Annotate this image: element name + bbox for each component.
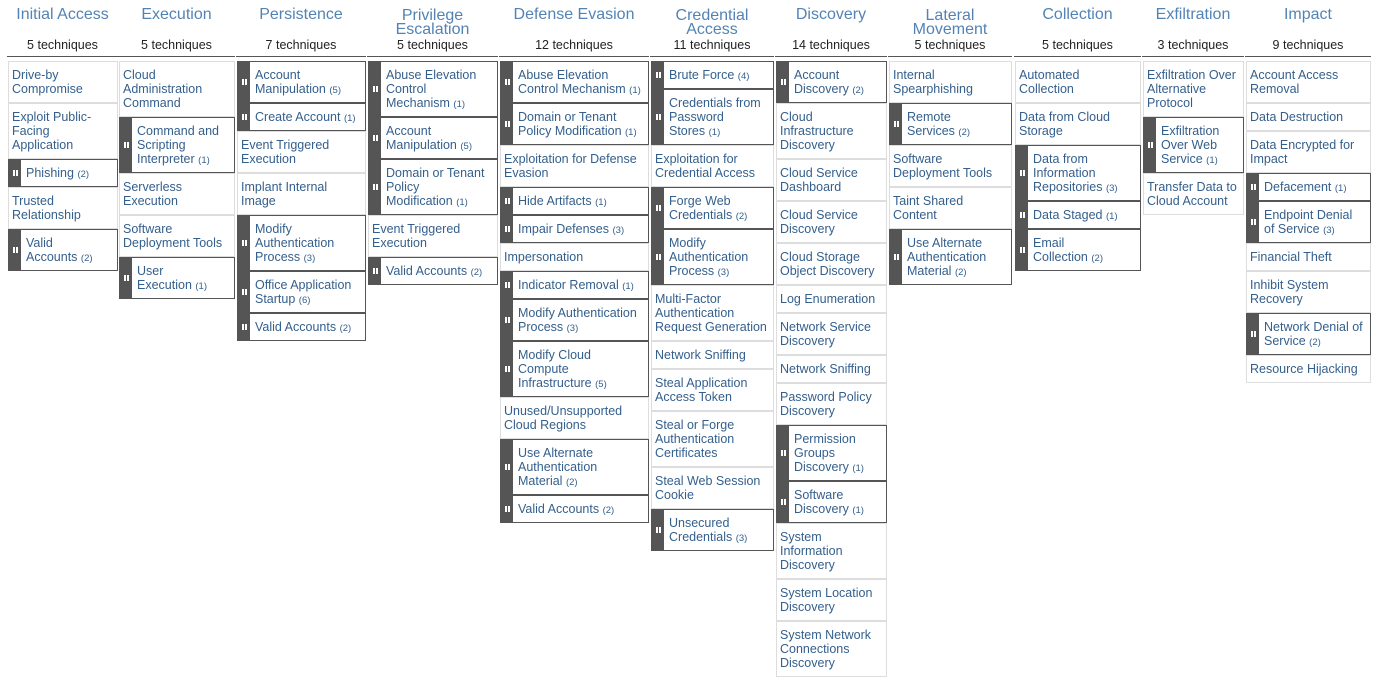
technique-command-and-scripting-interpreter[interactable] <box>119 117 235 173</box>
subtechnique-toggle[interactable] <box>501 216 513 242</box>
technique-label: Cloud Service Dashboard <box>780 166 858 194</box>
subtechnique-toggle[interactable] <box>9 160 21 186</box>
technique-label: Domain or Tenant Policy Modification (1) <box>386 166 485 208</box>
technique-account-manipulation[interactable] <box>368 117 498 159</box>
subtechnique-count: (3) <box>566 323 579 334</box>
subtechnique-toggle[interactable] <box>369 258 381 284</box>
technique-valid-accounts[interactable] <box>8 229 118 271</box>
technique-defacement[interactable] <box>1246 173 1371 201</box>
subtechnique-toggle[interactable] <box>369 160 381 214</box>
tactic-name[interactable]: Credential <box>675 7 749 24</box>
technique-domain-or-tenant-policy-modification[interactable] <box>368 159 498 215</box>
technique-label: Valid Accounts (2) <box>26 236 93 264</box>
technique-label: Unused/Unsupported Cloud Regions <box>504 404 623 432</box>
technique-financial-theft[interactable] <box>1246 243 1371 271</box>
technique-remote-services[interactable] <box>889 103 1012 145</box>
technique-count: 3 techniques <box>1157 38 1229 52</box>
technique-label: Account Manipulation (5) <box>386 124 472 152</box>
technique-network-service-discovery[interactable] <box>776 313 887 355</box>
subtechnique-toggle[interactable] <box>1247 314 1259 354</box>
technique-label: Endpoint Denial of Service (3) <box>1264 208 1353 236</box>
technique-label: Command and Scripting Interpreter (1) <box>137 124 219 166</box>
technique-label: Impersonation <box>504 250 584 264</box>
subtechnique-count: (2) <box>1309 337 1321 348</box>
subtechnique-toggle[interactable] <box>1247 174 1259 200</box>
technique-label: System Information Discovery <box>780 530 843 572</box>
technique-modify-cloud-compute-infrastructure[interactable] <box>500 341 649 397</box>
subtechnique-count: (3) <box>612 225 625 236</box>
subtechnique-count: (1) <box>195 281 208 292</box>
technique-impair-defenses[interactable] <box>500 215 649 243</box>
subtechnique-count: (2) <box>1091 253 1103 264</box>
technique-software-deployment-tools[interactable] <box>889 145 1012 187</box>
tactic-header <box>650 0 774 57</box>
technique-label: Network Sniffing <box>655 348 746 362</box>
technique-system-location-discovery[interactable] <box>776 579 887 621</box>
tactic-header <box>236 0 366 57</box>
subtechnique-count: (5) <box>460 141 472 152</box>
tactic-name[interactable]: Discovery <box>795 6 867 23</box>
technique-network-sniffing[interactable] <box>776 355 887 383</box>
technique-label: Serverless Execution <box>123 180 183 208</box>
subtechnique-count: (2) <box>565 477 578 488</box>
subtechnique-toggle[interactable] <box>652 62 664 88</box>
technique-steal-web-session-cookie[interactable] <box>651 467 774 509</box>
subtechnique-count: (2) <box>470 267 483 278</box>
subtechnique-toggle[interactable] <box>501 62 513 102</box>
subtechnique-toggle[interactable] <box>238 216 250 270</box>
technique-label: Network Sniffing <box>780 362 871 376</box>
technique-count: 9 techniques <box>1272 38 1344 52</box>
technique-label: Hide Artifacts (1) <box>518 194 607 208</box>
technique-resource-hijacking[interactable] <box>1246 355 1371 383</box>
technique-label: Log Enumeration <box>780 292 876 306</box>
technique-use-alternate-authentication-material[interactable] <box>500 439 649 495</box>
technique-count: 12 techniques <box>535 38 613 52</box>
subtechnique-count: (3) <box>303 253 316 264</box>
subtechnique-count: (5) <box>329 85 341 96</box>
technique-taint-shared-content[interactable] <box>889 187 1012 229</box>
subtechnique-count: (2) <box>852 85 864 96</box>
technique-label: Defacement (1) <box>1264 180 1347 194</box>
technique-label: Cloud Storage Object Discovery <box>780 250 875 278</box>
technique-count: 5 techniques <box>397 38 468 52</box>
subtechnique-toggle[interactable] <box>1016 146 1028 200</box>
technique-label: System Location Discovery <box>780 586 873 614</box>
tactic-header <box>1245 0 1371 57</box>
technique-modify-authentication-process[interactable] <box>651 229 774 285</box>
technique-label: Network Denial of Service (2) <box>1264 320 1363 348</box>
subtechnique-count: (5) <box>595 379 607 390</box>
subtechnique-toggle[interactable] <box>501 496 513 522</box>
subtechnique-toggle[interactable] <box>890 104 902 144</box>
technique-label: Multi-Factor Authentication Request Generation <box>655 292 767 334</box>
technique-cloud-storage-object-discovery[interactable] <box>776 243 887 285</box>
technique-label: Trusted Relationship <box>12 194 81 222</box>
technique-account-manipulation[interactable] <box>237 61 366 103</box>
technique-label: Unsecured Credentials (3) <box>669 516 748 544</box>
technique-label: Remote Services (2) <box>907 110 971 138</box>
tactic-header <box>1014 0 1141 57</box>
technique-exploitation-for-defense-evasion[interactable] <box>500 145 649 187</box>
technique-create-account[interactable] <box>237 103 366 131</box>
technique-network-denial-of-service[interactable] <box>1246 313 1371 355</box>
subtechnique-toggle[interactable] <box>890 230 902 284</box>
technique-label: Use Alternate Authentication Material (2) <box>907 236 987 278</box>
technique-label: Data Encrypted for Impact <box>1250 138 1355 166</box>
technique-count: 11 techniques <box>673 38 751 52</box>
technique-label: Event Triggered Execution <box>241 138 330 166</box>
subtechnique-toggle[interactable] <box>501 272 513 298</box>
subtechnique-count: (1) <box>852 505 864 516</box>
tactic-header <box>499 0 649 57</box>
subtechnique-count: (3) <box>735 533 748 544</box>
technique-endpoint-denial-of-service[interactable] <box>1246 201 1371 243</box>
technique-label: Inhibit System Recovery <box>1250 278 1329 306</box>
technique-label: Internal Spearphishing <box>893 68 973 96</box>
tactic-name[interactable]: Exfiltration <box>1155 6 1231 23</box>
subtechnique-toggle[interactable] <box>501 300 513 340</box>
technique-label: Exfiltration Over Alternative Protocol <box>1147 68 1236 110</box>
technique-label: Cloud Infrastructure Discovery <box>780 110 854 152</box>
technique-cloud-administration-command[interactable] <box>119 61 235 117</box>
technique-label: Drive-by Compromise <box>12 68 83 96</box>
technique-use-alternate-authentication-material[interactable] <box>889 229 1012 285</box>
technique-cloud-service-discovery[interactable] <box>776 201 887 243</box>
subtechnique-toggle[interactable] <box>238 104 250 130</box>
tactic-name[interactable]: Impact <box>1283 6 1332 23</box>
subtechnique-toggle[interactable] <box>1144 118 1156 172</box>
technique-exploitation-for-credential-access[interactable] <box>651 145 774 187</box>
technique-data-staged[interactable] <box>1015 201 1141 229</box>
tactic-name[interactable]: Lateral <box>925 7 975 24</box>
technique-data-from-cloud-storage[interactable] <box>1015 103 1141 145</box>
technique-label: Account Manipulation (5) <box>255 68 341 96</box>
tactic-header <box>118 0 235 57</box>
subtechnique-toggle[interactable] <box>501 104 513 144</box>
technique-data-from-information-repositories[interactable] <box>1015 145 1141 201</box>
technique-label: Exploitation for Credential Access <box>655 152 756 180</box>
technique-user-execution[interactable] <box>119 257 235 299</box>
tactic-name[interactable]: Privilege <box>401 7 464 24</box>
technique-label: Account Discovery (2) <box>794 68 864 96</box>
technique-account-access-removal[interactable] <box>1246 61 1371 103</box>
technique-label: Brute Force (4) <box>669 68 750 82</box>
subtechnique-toggle[interactable] <box>369 62 381 116</box>
technique-count: 7 techniques <box>265 38 337 52</box>
technique-label: Phishing (2) <box>26 166 90 180</box>
technique-transfer-data-to-cloud-account[interactable] <box>1143 173 1244 215</box>
subtechnique-count: (2) <box>80 253 93 264</box>
subtechnique-count: (6) <box>298 295 311 306</box>
technique-trusted-relationship[interactable] <box>8 187 118 229</box>
subtechnique-count: (1) <box>1105 211 1118 222</box>
technique-forge-web-credentials[interactable] <box>651 187 774 229</box>
subtechnique-toggle[interactable] <box>9 230 21 270</box>
technique-count: 5 techniques <box>1042 38 1113 52</box>
technique-log-enumeration[interactable] <box>776 285 887 313</box>
tactic-header <box>367 0 498 57</box>
tactic-name[interactable]: Movement <box>912 21 988 38</box>
subtechnique-toggle[interactable] <box>777 482 789 522</box>
technique-phishing[interactable] <box>8 159 118 187</box>
subtechnique-toggle[interactable] <box>501 440 513 494</box>
technique-abuse-elevation-control-mechanism[interactable] <box>368 61 498 117</box>
subtechnique-toggle[interactable] <box>238 62 250 102</box>
subtechnique-count: (1) <box>622 281 634 292</box>
technique-office-application-startup[interactable] <box>237 271 366 313</box>
technique-label: Office Application Startup (6) <box>255 278 352 306</box>
technique-indicator-removal[interactable] <box>500 271 649 299</box>
technique-label: Create Account (1) <box>255 110 356 124</box>
technique-serverless-execution[interactable] <box>119 173 235 215</box>
technique-label: Data Staged (1) <box>1033 208 1118 222</box>
technique-data-encrypted-for-impact[interactable] <box>1246 131 1371 173</box>
tactic-header <box>775 0 887 57</box>
subtechnique-toggle[interactable] <box>1016 230 1028 270</box>
technique-software-deployment-tools[interactable] <box>119 215 235 257</box>
technique-label: Exfiltration Over Web Service (1) <box>1161 124 1220 166</box>
technique-event-triggered-execution[interactable] <box>237 131 366 173</box>
subtechnique-count: (2) <box>602 505 615 516</box>
subtechnique-toggle[interactable] <box>501 188 513 214</box>
technique-cloud-service-dashboard[interactable] <box>776 159 887 201</box>
technique-account-discovery[interactable] <box>776 61 887 103</box>
technique-permission-groups-discovery[interactable] <box>776 425 887 481</box>
subtechnique-count: (3) <box>1105 183 1118 194</box>
technique-count: 5 techniques <box>914 38 986 52</box>
technique-system-information-discovery[interactable] <box>776 523 887 579</box>
technique-count: 14 techniques <box>792 38 870 52</box>
technique-label: Valid Accounts (2) <box>255 320 352 334</box>
technique-impersonation[interactable] <box>500 243 649 271</box>
subtechnique-count: (1) <box>456 197 468 208</box>
technique-hide-artifacts[interactable] <box>500 187 649 215</box>
technique-email-collection[interactable] <box>1015 229 1141 271</box>
technique-label: Email Collection (2) <box>1033 236 1103 264</box>
technique-label: Domain or Tenant Policy Modification (1) <box>518 110 637 138</box>
subtechnique-count: (2) <box>958 127 971 138</box>
technique-modify-authentication-process[interactable] <box>500 299 649 341</box>
technique-label: Implant Internal Image <box>241 180 328 208</box>
technique-modify-authentication-process[interactable] <box>237 215 366 271</box>
technique-label: Software Deployment Tools <box>123 222 223 250</box>
technique-label: Data from Cloud Storage <box>1019 110 1111 138</box>
subtechnique-toggle[interactable] <box>777 62 789 102</box>
subtechnique-toggle[interactable] <box>777 426 789 480</box>
technique-implant-internal-image[interactable] <box>237 173 366 215</box>
technique-label: Permission Groups Discovery (1) <box>794 432 864 474</box>
technique-exfiltration-over-alternative-protocol[interactable] <box>1143 61 1244 117</box>
technique-label: Valid Accounts (2) <box>386 264 483 278</box>
tactic-header <box>7 0 118 57</box>
technique-label: Modify Authentication Process (3) <box>669 236 749 278</box>
technique-label: Resource Hijacking <box>1250 362 1358 376</box>
subtechnique-count: (1) <box>453 99 466 110</box>
tactic-header <box>888 0 1012 57</box>
technique-label: Use Alternate Authentication Material (2) <box>518 446 598 488</box>
technique-label: Valid Accounts (2) <box>518 502 615 516</box>
technique-label: Impair Defenses (3) <box>518 222 625 236</box>
subtechnique-count: (1) <box>198 155 210 166</box>
subtechnique-count: (3) <box>1323 225 1335 236</box>
technique-label: Account Access Removal <box>1250 68 1339 96</box>
subtechnique-count: (2) <box>954 267 967 278</box>
technique-label: User Execution (1) <box>137 264 208 292</box>
technique-label: Exploit Public- Facing Application <box>12 110 92 152</box>
technique-label: Password Policy Discovery <box>780 390 872 418</box>
technique-label: Modify Authentication Process (3) <box>255 222 335 264</box>
technique-label: Steal Web Session Cookie <box>655 474 761 502</box>
subtechnique-toggle[interactable] <box>652 230 664 284</box>
technique-label: Cloud Service Discovery <box>780 208 858 236</box>
technique-valid-accounts[interactable] <box>368 257 498 285</box>
tactic-name[interactable]: Persistence <box>259 6 343 23</box>
technique-software-discovery[interactable] <box>776 481 887 523</box>
technique-label: Modify Authentication Process (3) <box>518 306 637 334</box>
technique-credentials-from-password-stores[interactable] <box>651 89 774 145</box>
technique-data-destruction[interactable] <box>1246 103 1371 131</box>
technique-steal-or-forge-authentication-certificates[interactable] <box>651 411 774 467</box>
subtechnique-count: (4) <box>737 71 750 82</box>
subtechnique-toggle[interactable] <box>652 90 664 144</box>
technique-count: 5 techniques <box>141 38 212 52</box>
technique-password-policy-discovery[interactable] <box>776 383 887 425</box>
technique-label: Software Discovery (1) <box>794 488 864 516</box>
technique-label: Software Deployment Tools <box>893 152 993 180</box>
technique-label: Credentials from Password Stores (1) <box>669 96 761 138</box>
technique-domain-or-tenant-policy-modification[interactable] <box>500 103 649 145</box>
subtechnique-toggle[interactable] <box>652 188 664 228</box>
subtechnique-count: (3) <box>717 267 730 278</box>
technique-internal-spearphishing[interactable] <box>889 61 1012 103</box>
subtechnique-toggle[interactable] <box>238 272 250 312</box>
technique-label: Abuse Elevation Control Mechanism (1) <box>386 68 477 110</box>
technique-unused-unsupported-cloud-regions[interactable] <box>500 397 649 439</box>
subtechnique-count: (1) <box>852 463 864 474</box>
technique-network-sniffing[interactable] <box>651 341 774 369</box>
technique-label: Transfer Data to Cloud Account <box>1147 180 1237 208</box>
subtechnique-count: (1) <box>1334 183 1347 194</box>
technique-label: Abuse Elevation Control Mechanism (1) <box>518 68 641 96</box>
subtechnique-toggle[interactable] <box>369 118 381 158</box>
technique-valid-accounts[interactable] <box>500 495 649 523</box>
technique-label: Event Triggered Execution <box>372 222 461 250</box>
technique-unsecured-credentials[interactable] <box>651 509 774 551</box>
subtechnique-toggle[interactable] <box>120 118 132 172</box>
technique-label: Taint Shared Content <box>893 194 964 222</box>
technique-label: Network Service Discovery <box>780 320 871 348</box>
technique-valid-accounts[interactable] <box>237 313 366 341</box>
technique-label: Exploitation for Defense Evasion <box>504 152 637 180</box>
technique-label: Modify Cloud Compute Infrastructure (5) <box>518 348 607 390</box>
subtechnique-count: (1) <box>343 113 356 124</box>
technique-multi-factor-authentication-request-generation[interactable] <box>651 285 774 341</box>
tactic-name[interactable]: Access <box>686 21 738 38</box>
subtechnique-toggle[interactable] <box>238 314 250 340</box>
subtechnique-toggle[interactable] <box>652 510 664 550</box>
subtechnique-toggle[interactable] <box>501 342 513 396</box>
technique-label: Cloud Administration Command <box>123 68 203 110</box>
subtechnique-count: (2) <box>339 323 352 334</box>
tactic-name[interactable]: Escalation <box>395 21 470 38</box>
technique-abuse-elevation-control-mechanism[interactable] <box>500 61 649 103</box>
technique-label: System Network Connections Discovery <box>780 628 871 670</box>
technique-cloud-infrastructure-discovery[interactable] <box>776 103 887 159</box>
technique-automated-collection[interactable] <box>1015 61 1141 103</box>
tactic-name[interactable]: Defense Evasion <box>513 6 635 23</box>
technique-steal-application-access-token[interactable] <box>651 369 774 411</box>
subtechnique-count: (1) <box>595 197 607 208</box>
technique-label: Data from Information Repositories (3) <box>1033 152 1118 194</box>
subtechnique-count: (2) <box>77 169 90 180</box>
technique-exfiltration-over-web-service[interactable] <box>1143 117 1244 173</box>
technique-exploit-public-facing-application[interactable] <box>8 103 118 159</box>
technique-label: Automated Collection <box>1019 68 1080 96</box>
tactic-name[interactable]: Execution <box>141 6 212 23</box>
technique-label: Financial Theft <box>1250 250 1332 264</box>
subtechnique-count: (1) <box>629 85 641 96</box>
technique-label: Data Destruction <box>1250 110 1344 124</box>
technique-label: Forge Web Credentials (2) <box>669 194 748 222</box>
technique-label: Steal Application Access Token <box>655 376 748 404</box>
tactic-name[interactable]: Initial Access <box>16 6 109 23</box>
tactic-header <box>1142 0 1244 57</box>
subtechnique-count: (1) <box>708 127 721 138</box>
technique-label: Steal or Forge Authentication Certificates <box>655 418 735 460</box>
subtechnique-toggle[interactable] <box>1247 202 1259 242</box>
technique-system-network-connections-discovery[interactable] <box>776 621 887 677</box>
technique-brute-force[interactable] <box>651 61 774 89</box>
subtechnique-count: (1) <box>1206 155 1218 166</box>
subtechnique-toggle[interactable] <box>1016 202 1028 228</box>
technique-drive-by-compromise[interactable] <box>8 61 118 103</box>
technique-event-triggered-execution[interactable] <box>368 215 498 257</box>
technique-inhibit-system-recovery[interactable] <box>1246 271 1371 313</box>
subtechnique-count: (1) <box>625 127 637 138</box>
technique-label: Indicator Removal (1) <box>518 278 634 292</box>
tactic-name[interactable]: Collection <box>1042 6 1113 23</box>
subtechnique-count: (2) <box>735 211 748 222</box>
technique-count: 5 techniques <box>27 38 98 52</box>
subtechnique-toggle[interactable] <box>120 258 132 298</box>
